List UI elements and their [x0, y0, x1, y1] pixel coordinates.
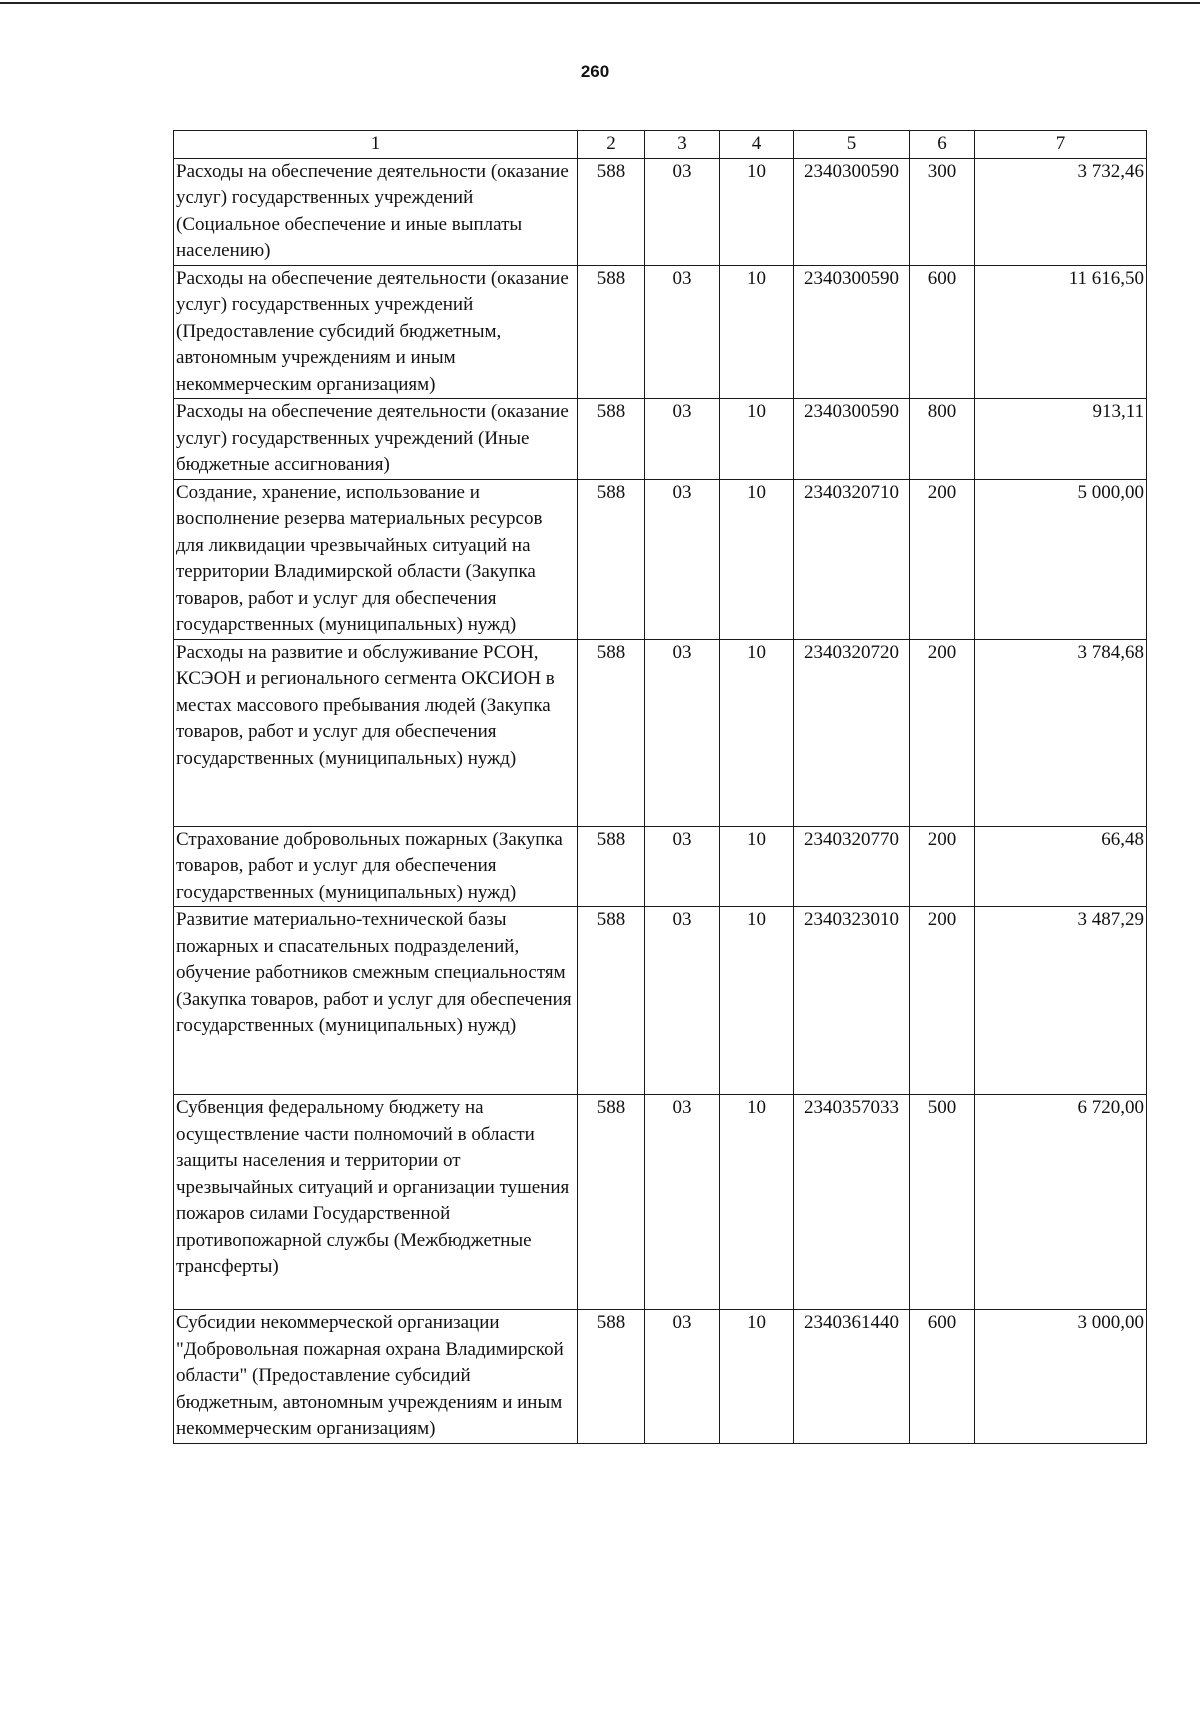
cell-target-article: 2340300590	[794, 265, 910, 399]
cell-amount: 11 616,50	[975, 265, 1147, 399]
cell-expense-type: 600	[910, 265, 975, 399]
row-description: Создание, хранение, использование и восполнение резерва материальных ресурсов для ликвидации чрезвычайных ситуаций на территории Владимирской области (Закупка товаров, работ и услуг для обеспечения государственных (муниципальных) нужд)	[174, 479, 578, 639]
cell-subsection: 10	[720, 1095, 794, 1310]
cell-ministry-code: 588	[578, 265, 645, 399]
budget-table	[173, 130, 1147, 1444]
column-header: 1	[174, 131, 578, 159]
cell-subsection: 10	[720, 158, 794, 265]
column-header: 2	[578, 131, 645, 159]
cell-target-article: 2340300590	[794, 399, 910, 480]
cell-amount: 3 487,29	[975, 907, 1147, 1095]
cell-expense-type: 600	[910, 1310, 975, 1444]
cell-ministry-code: 588	[578, 1095, 645, 1310]
header-row	[174, 131, 1147, 159]
cell-section: 03	[645, 1310, 720, 1444]
cell-target-article: 2340361440	[794, 1310, 910, 1444]
cell-ministry-code: 588	[578, 399, 645, 480]
cell-ministry-code: 588	[578, 158, 645, 265]
table-row	[174, 265, 1147, 399]
cell-target-article: 2340357033	[794, 1095, 910, 1310]
cell-section: 03	[645, 907, 720, 1095]
cell-amount: 5 000,00	[975, 479, 1147, 639]
table-row	[174, 479, 1147, 639]
cell-section: 03	[645, 158, 720, 265]
cell-expense-type: 300	[910, 158, 975, 265]
column-header: 4	[720, 131, 794, 159]
cell-subsection: 10	[720, 265, 794, 399]
cell-expense-type: 200	[910, 639, 975, 826]
row-description: Субвенция федеральному бюджету на осуществление части полномочий в области защиты населения и территории от чрезвычайных ситуаций и организации тушения пожаров силами Государственной противопожарной службы (Межбюджетные трансферты)	[174, 1095, 578, 1310]
cell-amount: 3 732,46	[975, 158, 1147, 265]
row-description: Расходы на обеспечение деятельности (оказание услуг) государственных учреждений (Иные бюджетные ассигнования)	[174, 399, 578, 480]
table-row	[174, 158, 1147, 265]
table-row	[174, 399, 1147, 480]
column-header: 7	[975, 131, 1147, 159]
row-description: Расходы на обеспечение деятельности (оказание услуг) государственных учреждений (Предоставление субсидий бюджетным, автономным учреждениям и иным некоммерческим организациям)	[174, 265, 578, 399]
row-description: Расходы на развитие и обслуживание РСОН, КСЭОН и регионального сегмента ОКСИОН в местах массового пребывания людей (Закупка товаров, работ и услуг для обеспечения государственных (муниципальных) нужд)	[174, 639, 578, 826]
cell-target-article: 2340323010	[794, 907, 910, 1095]
cell-amount: 66,48	[975, 826, 1147, 907]
cell-ministry-code: 588	[578, 826, 645, 907]
column-header: 3	[645, 131, 720, 159]
cell-subsection: 10	[720, 1310, 794, 1444]
column-header: 5	[794, 131, 910, 159]
row-description: Развитие материально-технической базы пожарных и спасательных подразделений, обучение работников смежным специальностям (Закупка товаров, работ и услуг для обеспечения государственных (муниципальных) нужд)	[174, 907, 578, 1095]
cell-subsection: 10	[720, 399, 794, 480]
cell-ministry-code: 588	[578, 1310, 645, 1444]
cell-target-article: 2340320720	[794, 639, 910, 826]
top-rule	[0, 2, 1200, 4]
cell-amount: 3 784,68	[975, 639, 1147, 826]
cell-subsection: 10	[720, 479, 794, 639]
row-description: Страхование добровольных пожарных (Закупка товаров, работ и услуг для обеспечения государственных (муниципальных) нужд)	[174, 826, 578, 907]
cell-section: 03	[645, 265, 720, 399]
cell-section: 03	[645, 399, 720, 480]
cell-expense-type: 200	[910, 907, 975, 1095]
cell-ministry-code: 588	[578, 479, 645, 639]
row-description: Субсидии некоммерческой организации "Добровольная пожарная охрана Владимирской области" (Предоставление субсидий бюджетным, автономным учреждениям и иным некоммерческим организациям)	[174, 1310, 578, 1444]
table-row	[174, 907, 1147, 1095]
cell-expense-type: 200	[910, 826, 975, 907]
cell-ministry-code: 588	[578, 907, 645, 1095]
cell-section: 03	[645, 1095, 720, 1310]
cell-expense-type: 200	[910, 479, 975, 639]
cell-subsection: 10	[720, 907, 794, 1095]
cell-amount: 6 720,00	[975, 1095, 1147, 1310]
cell-expense-type: 800	[910, 399, 975, 480]
cell-target-article: 2340320710	[794, 479, 910, 639]
cell-target-article: 2340300590	[794, 158, 910, 265]
cell-ministry-code: 588	[578, 639, 645, 826]
cell-section: 03	[645, 826, 720, 907]
cell-amount: 3 000,00	[975, 1310, 1147, 1444]
cell-amount: 913,11	[975, 399, 1147, 480]
cell-expense-type: 500	[910, 1095, 975, 1310]
table-row	[174, 1310, 1147, 1444]
table-row	[174, 639, 1147, 826]
row-description: Расходы на обеспечение деятельности (оказание услуг) государственных учреждений (Социальное обеспечение и иные выплаты населению)	[174, 158, 578, 265]
cell-subsection: 10	[720, 826, 794, 907]
page-number: 260	[580, 62, 610, 81]
column-header: 6	[910, 131, 975, 159]
table-row	[174, 826, 1147, 907]
cell-target-article: 2340320770	[794, 826, 910, 907]
table-row	[174, 1095, 1147, 1310]
cell-section: 03	[645, 479, 720, 639]
cell-subsection: 10	[720, 639, 794, 826]
cell-section: 03	[645, 639, 720, 826]
